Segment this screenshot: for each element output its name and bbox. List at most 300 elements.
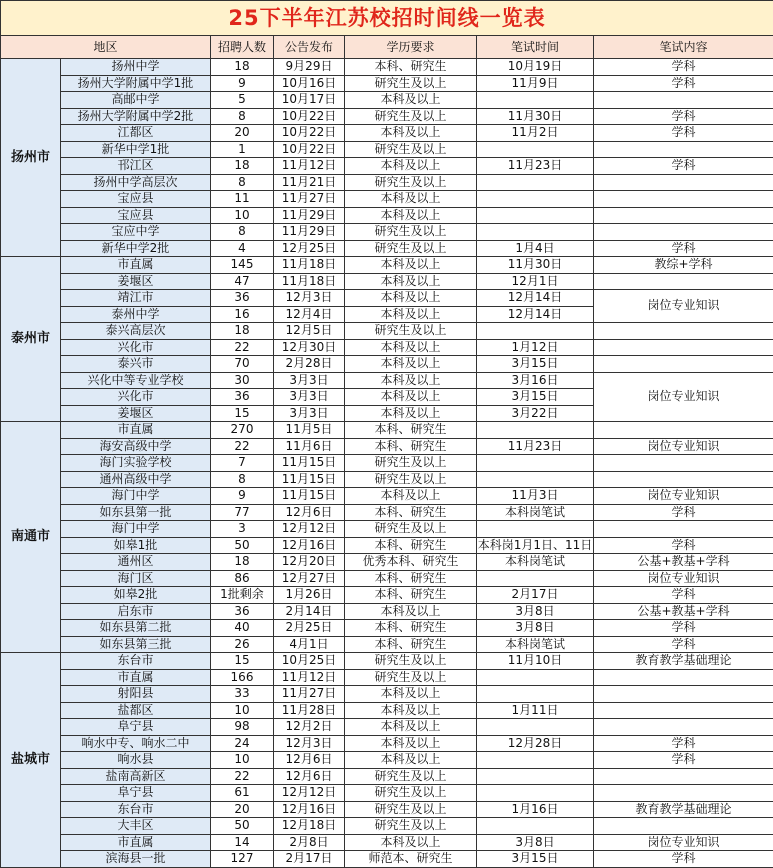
- education-cell: 本科及以上: [345, 735, 477, 752]
- education-cell: 研究生及以上: [345, 818, 477, 835]
- exam-content-cell: [594, 224, 773, 241]
- count-cell: 47: [211, 273, 274, 290]
- announce-date-cell: 12月20日: [274, 554, 345, 571]
- announce-date-cell: 11月12日: [274, 669, 345, 686]
- exam-content-cell: [594, 273, 773, 290]
- count-cell: 20: [211, 801, 274, 818]
- education-cell: 本科、研究生: [345, 570, 477, 587]
- announce-date-cell: 12月3日: [274, 290, 345, 307]
- education-cell: 本科及以上: [345, 339, 477, 356]
- exam-time-cell: 1月16日: [477, 801, 594, 818]
- exam-content-cell: 学科: [594, 752, 773, 769]
- count-cell: 22: [211, 438, 274, 455]
- education-cell: 研究生及以上: [345, 240, 477, 257]
- site-cell: 启东市: [61, 603, 211, 620]
- exam-time-cell: 本科岗笔试: [477, 504, 594, 521]
- header-region: 地区: [1, 36, 211, 59]
- count-cell: 127: [211, 851, 274, 868]
- exam-time-cell: 11月30日: [477, 108, 594, 125]
- table-row: [1, 191, 773, 208]
- table-row: [1, 785, 773, 802]
- exam-time-cell: 11月23日: [477, 158, 594, 175]
- site-cell: 兴化市: [61, 389, 211, 406]
- education-cell: 研究生及以上: [345, 653, 477, 670]
- announce-date-cell: 4月1日: [274, 636, 345, 653]
- exam-content-cell: 岗位专业知识: [594, 290, 773, 323]
- table-row: [1, 141, 773, 158]
- exam-time-cell: 11月3日: [477, 488, 594, 505]
- education-cell: 本科及以上: [345, 257, 477, 274]
- table-row: [1, 834, 773, 851]
- exam-content-cell: [594, 521, 773, 538]
- header-exam-content: 笔试内容: [594, 36, 773, 59]
- exam-content-cell: 岗位专业知识: [594, 834, 773, 851]
- site-cell: 市直属: [61, 422, 211, 439]
- exam-time-cell: [477, 224, 594, 241]
- education-cell: 师范本、研究生: [345, 851, 477, 868]
- exam-content-cell: [594, 92, 773, 109]
- table-row: [1, 240, 773, 257]
- exam-time-cell: [477, 752, 594, 769]
- count-cell: 8: [211, 108, 274, 125]
- exam-content-cell: [594, 669, 773, 686]
- count-cell: 18: [211, 158, 274, 175]
- site-cell: 市直属: [61, 669, 211, 686]
- table-row: [1, 636, 773, 653]
- table-row: [1, 752, 773, 769]
- exam-time-cell: 10月19日: [477, 59, 594, 76]
- table-row: [1, 488, 773, 505]
- exam-content-cell: [594, 339, 773, 356]
- table-row: [1, 570, 773, 587]
- education-cell: 本科及以上: [345, 125, 477, 142]
- exam-time-cell: [477, 818, 594, 835]
- education-cell: 研究生及以上: [345, 75, 477, 92]
- education-cell: 本科及以上: [345, 686, 477, 703]
- site-cell: 阜宁县: [61, 719, 211, 736]
- site-cell: 扬州大学附属中学1批: [61, 75, 211, 92]
- exam-time-cell: 12月14日: [477, 290, 594, 307]
- exam-content-cell: [594, 356, 773, 373]
- announce-date-cell: 12月16日: [274, 801, 345, 818]
- exam-content-cell: 公基+教基+学科: [594, 554, 773, 571]
- exam-content-cell: [594, 768, 773, 785]
- count-cell: 61: [211, 785, 274, 802]
- announce-date-cell: 11月29日: [274, 207, 345, 224]
- education-cell: 本科、研究生: [345, 620, 477, 637]
- announce-date-cell: 12月27日: [274, 570, 345, 587]
- exam-content-cell: 学科: [594, 158, 773, 175]
- count-cell: 30: [211, 372, 274, 389]
- exam-time-cell: [477, 141, 594, 158]
- site-cell: 高邮中学: [61, 92, 211, 109]
- announce-date-cell: 11月12日: [274, 158, 345, 175]
- exam-time-cell: [477, 455, 594, 472]
- education-cell: 研究生及以上: [345, 108, 477, 125]
- education-cell: 本科及以上: [345, 405, 477, 422]
- exam-content-cell: 学科: [594, 59, 773, 76]
- site-cell: 扬州中学: [61, 59, 211, 76]
- table-row: [1, 422, 773, 439]
- count-cell: 4: [211, 240, 274, 257]
- education-cell: 本科及以上: [345, 92, 477, 109]
- announce-date-cell: 11月15日: [274, 488, 345, 505]
- table-row: [1, 174, 773, 191]
- table-row: [1, 356, 773, 373]
- site-cell: 姜堰区: [61, 405, 211, 422]
- table-row: [1, 686, 773, 703]
- count-cell: 18: [211, 554, 274, 571]
- exam-time-cell: 11月10日: [477, 653, 594, 670]
- site-cell: 响水县: [61, 752, 211, 769]
- count-cell: 77: [211, 504, 274, 521]
- announce-date-cell: 12月5日: [274, 323, 345, 340]
- table-row: [1, 257, 773, 274]
- exam-content-cell: 学科: [594, 735, 773, 752]
- exam-time-cell: 1月11日: [477, 702, 594, 719]
- education-cell: 本科、研究生: [345, 59, 477, 76]
- header-announce: 公告发布: [274, 36, 345, 59]
- announce-date-cell: 11月15日: [274, 455, 345, 472]
- count-cell: 15: [211, 405, 274, 422]
- site-cell: 大丰区: [61, 818, 211, 835]
- count-cell: 86: [211, 570, 274, 587]
- exam-time-cell: 本科岗1月1日、11日: [477, 537, 594, 554]
- count-cell: 1: [211, 141, 274, 158]
- site-cell: 扬州中学高层次: [61, 174, 211, 191]
- count-cell: 8: [211, 471, 274, 488]
- announce-date-cell: 11月15日: [274, 471, 345, 488]
- exam-content-cell: [594, 719, 773, 736]
- exam-content-cell: 教育教学基础理论: [594, 653, 773, 670]
- site-cell: 通州高级中学: [61, 471, 211, 488]
- exam-time-cell: 本科岗笔试: [477, 554, 594, 571]
- education-cell: 本科及以上: [345, 207, 477, 224]
- header-count: 招聘人数: [211, 36, 274, 59]
- exam-time-cell: [477, 422, 594, 439]
- table-row: [1, 75, 773, 92]
- table-row: [1, 818, 773, 835]
- exam-content-cell: 学科: [594, 125, 773, 142]
- announce-date-cell: 2月28日: [274, 356, 345, 373]
- table-row: [1, 207, 773, 224]
- count-cell: 18: [211, 323, 274, 340]
- count-cell: 70: [211, 356, 274, 373]
- site-cell: 兴化中等专业学校: [61, 372, 211, 389]
- education-cell: 研究生及以上: [345, 669, 477, 686]
- exam-content-cell: 学科: [594, 240, 773, 257]
- count-cell: 16: [211, 306, 274, 323]
- count-cell: 20: [211, 125, 274, 142]
- site-cell: 阜宁县: [61, 785, 211, 802]
- count-cell: 40: [211, 620, 274, 637]
- exam-content-cell: [594, 422, 773, 439]
- exam-content-cell: 教综+学科: [594, 257, 773, 274]
- exam-content-cell: 学科: [594, 620, 773, 637]
- city-cell-yangzhou: 扬州市: [1, 59, 61, 257]
- exam-time-cell: 11月30日: [477, 257, 594, 274]
- education-cell: 本科及以上: [345, 603, 477, 620]
- count-cell: 22: [211, 339, 274, 356]
- site-cell: 盐南高新区: [61, 768, 211, 785]
- exam-content-cell: 学科: [594, 504, 773, 521]
- title-row: [1, 1, 773, 36]
- count-cell: 1批剩余: [211, 587, 274, 604]
- header-row: [1, 36, 773, 59]
- exam-content-cell: 公基+教基+学科: [594, 603, 773, 620]
- site-cell: 东台市: [61, 653, 211, 670]
- education-cell: 本科及以上: [345, 372, 477, 389]
- count-cell: 8: [211, 224, 274, 241]
- exam-content-cell: [594, 785, 773, 802]
- announce-date-cell: 12月6日: [274, 504, 345, 521]
- education-cell: 研究生及以上: [345, 471, 477, 488]
- site-cell: 宝应县: [61, 207, 211, 224]
- announce-date-cell: 11月27日: [274, 686, 345, 703]
- site-cell: 响水中专、响水二中: [61, 735, 211, 752]
- education-cell: 本科及以上: [345, 719, 477, 736]
- education-cell: 本科及以上: [345, 702, 477, 719]
- count-cell: 18: [211, 59, 274, 76]
- education-cell: 本科及以上: [345, 290, 477, 307]
- table-row: [1, 339, 773, 356]
- exam-time-cell: [477, 521, 594, 538]
- exam-time-cell: 3月8日: [477, 834, 594, 851]
- table-row: [1, 455, 773, 472]
- announce-date-cell: 12月12日: [274, 521, 345, 538]
- education-cell: 研究生及以上: [345, 801, 477, 818]
- site-cell: 海门中学: [61, 488, 211, 505]
- announce-date-cell: 12月25日: [274, 240, 345, 257]
- site-cell: 新华中学1批: [61, 141, 211, 158]
- count-cell: 10: [211, 702, 274, 719]
- count-cell: 98: [211, 719, 274, 736]
- site-cell: 泰州中学: [61, 306, 211, 323]
- site-cell: 滨海县一批: [61, 851, 211, 868]
- site-cell: 射阳县: [61, 686, 211, 703]
- education-cell: 本科及以上: [345, 834, 477, 851]
- exam-content-cell: 岗位专业知识: [594, 488, 773, 505]
- announce-date-cell: 12月30日: [274, 339, 345, 356]
- exam-content-cell: 学科: [594, 537, 773, 554]
- count-cell: 36: [211, 603, 274, 620]
- education-cell: 研究生及以上: [345, 174, 477, 191]
- site-cell: 市直属: [61, 257, 211, 274]
- site-cell: 如皋2批: [61, 587, 211, 604]
- announce-date-cell: 3月3日: [274, 372, 345, 389]
- table-row: [1, 653, 773, 670]
- site-cell: 靖江市: [61, 290, 211, 307]
- exam-content-cell: 学科: [594, 108, 773, 125]
- exam-content-cell: [594, 207, 773, 224]
- site-cell: 海门区: [61, 570, 211, 587]
- announce-date-cell: 11月21日: [274, 174, 345, 191]
- table-row: [1, 372, 773, 389]
- announce-date-cell: 11月29日: [274, 224, 345, 241]
- site-cell: 泰兴高层次: [61, 323, 211, 340]
- announce-date-cell: 9月29日: [274, 59, 345, 76]
- exam-time-cell: [477, 471, 594, 488]
- announce-date-cell: 11月18日: [274, 273, 345, 290]
- exam-content-cell: [594, 141, 773, 158]
- table-row: [1, 537, 773, 554]
- table-row: [1, 471, 773, 488]
- announce-date-cell: 2月17日: [274, 851, 345, 868]
- education-cell: 本科及以上: [345, 306, 477, 323]
- page-title: 25下半年江苏校招时间线一览表: [1, 1, 773, 36]
- exam-time-cell: 3月15日: [477, 851, 594, 868]
- exam-content-cell: 岗位专业知识: [594, 570, 773, 587]
- header-exam-time: 笔试时间: [477, 36, 594, 59]
- announce-date-cell: 12月6日: [274, 752, 345, 769]
- count-cell: 5: [211, 92, 274, 109]
- exam-time-cell: 3月22日: [477, 405, 594, 422]
- table-row: [1, 669, 773, 686]
- count-cell: 15: [211, 653, 274, 670]
- city-cell-yancheng: 盐城市: [1, 653, 61, 868]
- exam-content-cell: 学科: [594, 587, 773, 604]
- education-cell: 研究生及以上: [345, 141, 477, 158]
- exam-time-cell: [477, 669, 594, 686]
- announce-date-cell: 12月3日: [274, 735, 345, 752]
- announce-date-cell: 3月3日: [274, 405, 345, 422]
- site-cell: 如东县第一批: [61, 504, 211, 521]
- exam-time-cell: [477, 323, 594, 340]
- count-cell: 3: [211, 521, 274, 538]
- exam-time-cell: 3月8日: [477, 603, 594, 620]
- education-cell: 研究生及以上: [345, 521, 477, 538]
- announce-date-cell: 11月6日: [274, 438, 345, 455]
- count-cell: 14: [211, 834, 274, 851]
- exam-time-cell: 3月15日: [477, 356, 594, 373]
- education-cell: 本科、研究生: [345, 422, 477, 439]
- count-cell: 10: [211, 752, 274, 769]
- education-cell: 研究生及以上: [345, 785, 477, 802]
- education-cell: 研究生及以上: [345, 224, 477, 241]
- site-cell: 海门实验学校: [61, 455, 211, 472]
- education-cell: 本科、研究生: [345, 537, 477, 554]
- count-cell: 9: [211, 75, 274, 92]
- count-cell: 33: [211, 686, 274, 703]
- count-cell: 50: [211, 537, 274, 554]
- site-cell: 宝应县: [61, 191, 211, 208]
- exam-time-cell: 12月14日: [477, 306, 594, 323]
- table-row: [1, 702, 773, 719]
- site-cell: 新华中学2批: [61, 240, 211, 257]
- exam-content-cell: 岗位专业知识: [594, 372, 773, 422]
- education-cell: 本科及以上: [345, 488, 477, 505]
- exam-time-cell: 11月2日: [477, 125, 594, 142]
- announce-date-cell: 12月6日: [274, 768, 345, 785]
- site-cell: 江都区: [61, 125, 211, 142]
- site-cell: 邗江区: [61, 158, 211, 175]
- exam-content-cell: 学科: [594, 851, 773, 868]
- exam-content-cell: [594, 174, 773, 191]
- table-row: [1, 620, 773, 637]
- count-cell: 36: [211, 389, 274, 406]
- exam-time-cell: [477, 768, 594, 785]
- exam-time-cell: [477, 191, 594, 208]
- count-cell: 36: [211, 290, 274, 307]
- announce-date-cell: 11月5日: [274, 422, 345, 439]
- announce-date-cell: 1月26日: [274, 587, 345, 604]
- exam-time-cell: 12月28日: [477, 735, 594, 752]
- education-cell: 本科及以上: [345, 191, 477, 208]
- table-row: [1, 719, 773, 736]
- announce-date-cell: 11月18日: [274, 257, 345, 274]
- exam-content-cell: 岗位专业知识: [594, 438, 773, 455]
- announce-date-cell: 10月16日: [274, 75, 345, 92]
- education-cell: 本科及以上: [345, 356, 477, 373]
- table-row: [1, 125, 773, 142]
- city-cell-nantong: 南通市: [1, 422, 61, 653]
- exam-time-cell: 2月17日: [477, 587, 594, 604]
- exam-content-cell: [594, 686, 773, 703]
- education-cell: 本科、研究生: [345, 504, 477, 521]
- count-cell: 9: [211, 488, 274, 505]
- site-cell: 海安高级中学: [61, 438, 211, 455]
- announce-date-cell: 2月14日: [274, 603, 345, 620]
- announce-date-cell: 12月18日: [274, 818, 345, 835]
- education-cell: 研究生及以上: [345, 323, 477, 340]
- count-cell: 270: [211, 422, 274, 439]
- announce-date-cell: 10月25日: [274, 653, 345, 670]
- exam-time-cell: 11月23日: [477, 438, 594, 455]
- count-cell: 22: [211, 768, 274, 785]
- announce-date-cell: 12月16日: [274, 537, 345, 554]
- table-row: [1, 224, 773, 241]
- site-cell: 扬州大学附属中学2批: [61, 108, 211, 125]
- announce-date-cell: 2月8日: [274, 834, 345, 851]
- site-cell: 海门中学: [61, 521, 211, 538]
- exam-time-cell: 3月16日: [477, 372, 594, 389]
- announce-date-cell: 12月2日: [274, 719, 345, 736]
- exam-time-cell: [477, 174, 594, 191]
- exam-content-cell: [594, 323, 773, 340]
- exam-time-cell: [477, 207, 594, 224]
- exam-time-cell: 3月8日: [477, 620, 594, 637]
- site-cell: 兴化市: [61, 339, 211, 356]
- exam-content-cell: 学科: [594, 75, 773, 92]
- exam-content-cell: [594, 702, 773, 719]
- table-row: [1, 290, 773, 307]
- exam-content-cell: [594, 818, 773, 835]
- education-cell: 本科及以上: [345, 752, 477, 769]
- count-cell: 50: [211, 818, 274, 835]
- site-cell: 市直属: [61, 834, 211, 851]
- announce-date-cell: 11月27日: [274, 191, 345, 208]
- site-cell: 如东县第二批: [61, 620, 211, 637]
- table-row: [1, 768, 773, 785]
- table-row: [1, 603, 773, 620]
- announce-date-cell: 11月28日: [274, 702, 345, 719]
- announce-date-cell: 12月4日: [274, 306, 345, 323]
- exam-time-cell: 1月12日: [477, 339, 594, 356]
- announce-date-cell: 10月22日: [274, 108, 345, 125]
- table-row: [1, 108, 773, 125]
- exam-time-cell: [477, 719, 594, 736]
- table-row: [1, 587, 773, 604]
- table-row: [1, 735, 773, 752]
- count-cell: 7: [211, 455, 274, 472]
- exam-content-cell: [594, 471, 773, 488]
- exam-time-cell: [477, 92, 594, 109]
- exam-time-cell: 3月15日: [477, 389, 594, 406]
- education-cell: 本科、研究生: [345, 636, 477, 653]
- education-cell: 研究生及以上: [345, 768, 477, 785]
- count-cell: 26: [211, 636, 274, 653]
- table-row: [1, 504, 773, 521]
